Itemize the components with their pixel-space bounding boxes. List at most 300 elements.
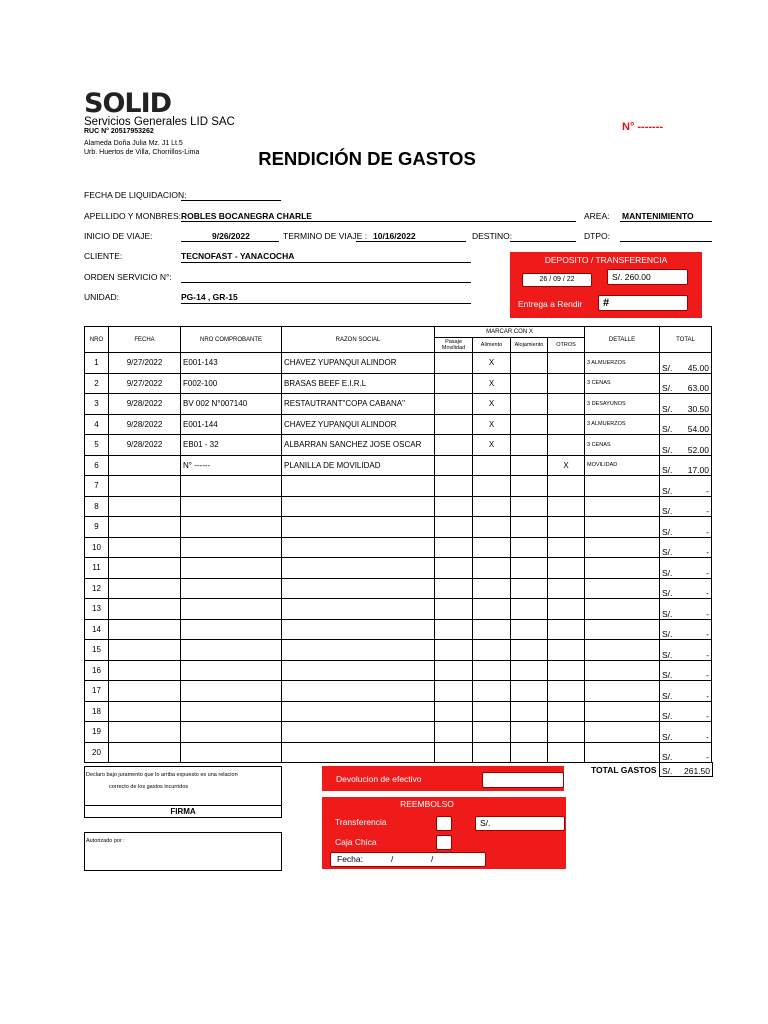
row-total[interactable] [660, 599, 712, 620]
row-alojamiento[interactable] [511, 414, 548, 435]
area-field[interactable] [620, 221, 712, 222]
row-razon-social[interactable] [282, 496, 435, 517]
row-comprobante[interactable] [181, 619, 282, 640]
row-currency: S/. [662, 608, 673, 619]
row-currency: S/. [662, 588, 673, 598]
row-total[interactable] [660, 742, 712, 763]
row-fecha[interactable] [109, 476, 181, 497]
row-total[interactable] [660, 435, 712, 456]
row-razon-social[interactable]: BRASAS BEEF E.I.R.L [282, 373, 435, 394]
deposit-title: DEPOSITO / TRANSFERENCIA [544, 255, 668, 265]
row-fecha[interactable]: 9/28/2022 [109, 414, 181, 435]
inicio-label: INICIO DE VIAJE: [84, 231, 153, 241]
row-alojamiento[interactable] [511, 722, 548, 743]
row-nro[interactable]: 17 [85, 681, 109, 702]
row-pasaje[interactable] [435, 742, 473, 763]
row-alojamiento[interactable] [511, 455, 548, 476]
row-otros[interactable] [548, 496, 585, 517]
row-detalle[interactable] [585, 681, 660, 702]
row-alojamiento[interactable] [511, 517, 548, 538]
transferencia-amount-field[interactable]: S/. [475, 816, 565, 831]
row-total-value: 54.00 [687, 424, 709, 434]
row-currency: S/. [662, 383, 673, 393]
row-razon-social[interactable] [282, 742, 435, 763]
row-total[interactable] [660, 414, 712, 435]
row-total-value: 17.00 [687, 465, 709, 475]
row-total[interactable] [660, 660, 712, 681]
row-fecha[interactable] [109, 558, 181, 579]
row-fecha[interactable] [109, 722, 181, 743]
row-total[interactable] [660, 558, 712, 579]
row-alimento[interactable] [473, 496, 511, 517]
destino-label: DESTINO: [472, 231, 513, 241]
row-alojamiento[interactable] [511, 681, 548, 702]
row-comprobante[interactable] [181, 599, 282, 620]
table-row [85, 722, 712, 743]
row-total[interactable] [660, 496, 712, 517]
row-alimento[interactable] [473, 558, 511, 579]
row-nro[interactable]: 1 [85, 353, 109, 374]
row-razon-social[interactable] [282, 517, 435, 538]
row-detalle[interactable]: 3 DESAYUNOS [585, 394, 660, 415]
row-nro[interactable]: 15 [85, 640, 109, 661]
apellido-label: APELLIDO Y MONBRES: [84, 211, 181, 221]
row-fecha[interactable]: 9/27/2022 [109, 353, 181, 374]
row-otros[interactable] [548, 742, 585, 763]
row-alimento[interactable] [473, 455, 511, 476]
row-otros[interactable] [548, 660, 585, 681]
header-marcar: MARCAR CON X [435, 327, 585, 338]
row-comprobante[interactable]: N° ------ [181, 455, 282, 476]
row-razon-social[interactable] [282, 681, 435, 702]
row-total-value: - [706, 485, 709, 496]
row-nro[interactable]: 16 [85, 660, 109, 681]
row-total[interactable] [660, 373, 712, 394]
document-number: N° ------- [622, 121, 664, 133]
row-alimento[interactable] [473, 640, 511, 661]
header-otros: OTROS [548, 338, 585, 353]
row-otros[interactable] [548, 373, 585, 394]
row-nro[interactable]: 10 [85, 537, 109, 558]
table-row [85, 619, 712, 640]
row-comprobante[interactable] [181, 537, 282, 558]
fecha-field[interactable] [330, 852, 486, 867]
row-razon-social[interactable]: CHAVEZ YUPANQUI ALINDOR [282, 414, 435, 435]
declaration-box [84, 766, 282, 818]
row-alimento[interactable] [473, 722, 511, 743]
row-pasaje[interactable] [435, 558, 473, 579]
row-nro[interactable]: 19 [85, 722, 109, 743]
row-total-value: - [706, 567, 709, 578]
row-total-value: - [706, 588, 709, 598]
row-razon-social[interactable] [282, 640, 435, 661]
row-nro[interactable]: 2 [85, 373, 109, 394]
row-fecha[interactable]: 9/27/2022 [109, 373, 181, 394]
row-comprobante[interactable]: EB01 - 32 [181, 435, 282, 456]
row-otros[interactable] [548, 414, 585, 435]
row-pasaje[interactable] [435, 681, 473, 702]
row-alimento[interactable] [473, 681, 511, 702]
row-detalle[interactable] [585, 599, 660, 620]
company-logo: SOLID [84, 88, 172, 119]
row-comprobante[interactable] [181, 496, 282, 517]
row-detalle[interactable] [585, 701, 660, 722]
row-alimento[interactable] [473, 537, 511, 558]
row-pasaje[interactable] [435, 394, 473, 415]
total-gastos-cell [659, 762, 713, 777]
devolucion-field[interactable] [482, 772, 564, 788]
row-pasaje[interactable] [435, 517, 473, 538]
row-nro[interactable]: 5 [85, 435, 109, 456]
row-fecha[interactable] [109, 640, 181, 661]
row-fecha[interactable] [109, 619, 181, 640]
caja-chica-label: Caja Chica [335, 837, 377, 847]
row-fecha[interactable] [109, 701, 181, 722]
row-comprobante[interactable]: E001-144 [181, 414, 282, 435]
row-detalle[interactable]: 3 CENAS [585, 373, 660, 394]
row-alimento[interactable] [473, 578, 511, 599]
row-pasaje[interactable] [435, 722, 473, 743]
row-comprobante[interactable] [181, 722, 282, 743]
row-alojamiento[interactable] [511, 394, 548, 415]
row-alojamiento[interactable] [511, 558, 548, 579]
row-fecha[interactable]: 9/28/2022 [109, 435, 181, 456]
row-nro[interactable]: 12 [85, 578, 109, 599]
row-razon-social[interactable] [282, 558, 435, 579]
row-pasaje[interactable] [435, 496, 473, 517]
fecha-liquidacion-field[interactable] [181, 200, 281, 201]
row-nro[interactable]: 7 [85, 476, 109, 497]
row-detalle[interactable] [585, 640, 660, 661]
row-currency: S/. [662, 731, 673, 742]
row-pasaje[interactable] [435, 414, 473, 435]
row-otros[interactable] [548, 599, 585, 620]
row-nro[interactable]: 13 [85, 599, 109, 620]
row-comprobante[interactable] [181, 558, 282, 579]
row-otros[interactable] [548, 722, 585, 743]
row-alojamiento[interactable] [511, 353, 548, 374]
termino-label: TERMINO DE VIAJE : [283, 231, 368, 241]
row-comprobante[interactable]: E001-143 [181, 353, 282, 374]
header-razon: RAZON SOCIAL [282, 327, 435, 353]
reembolso-title: REEMBOLSO [400, 799, 454, 809]
autorizado-label: Autorizado por : [86, 838, 125, 844]
row-razon-social[interactable]: ALBARRAN SANCHEZ JOSE OSCAR [282, 435, 435, 456]
row-detalle[interactable] [585, 578, 660, 599]
row-pasaje[interactable] [435, 701, 473, 722]
row-otros[interactable] [548, 681, 585, 702]
dtpo-field[interactable] [620, 241, 712, 242]
termino-value: 10/16/2022 [373, 231, 416, 241]
row-total[interactable] [660, 701, 712, 722]
table-row [85, 558, 712, 579]
row-nro[interactable]: 14 [85, 619, 109, 640]
fecha-liquidacion-label: FECHA DE LIQUIDACION: [84, 190, 187, 200]
row-total-value: - [706, 752, 709, 762]
table-row [85, 414, 712, 435]
row-total-value: - [706, 649, 709, 660]
termino-field[interactable] [356, 241, 466, 242]
entrega-label: Entrega a Rendir [518, 299, 583, 309]
row-alojamiento[interactable] [511, 496, 548, 517]
row-alojamiento[interactable] [511, 435, 548, 456]
row-alojamiento[interactable] [511, 599, 548, 620]
row-razon-social[interactable]: CHAVEZ YUPANQUI ALINDOR [282, 353, 435, 374]
row-fecha[interactable]: 9/28/2022 [109, 394, 181, 415]
header-total: TOTAL [660, 327, 712, 353]
row-otros[interactable] [548, 619, 585, 640]
row-total[interactable] [660, 353, 712, 374]
table-row [85, 455, 712, 476]
entrega-field[interactable]: # [598, 295, 688, 311]
row-razon-social[interactable] [282, 599, 435, 620]
apellido-value: ROBLES BOCANEGRA CHARLE [181, 211, 312, 221]
row-detalle[interactable] [585, 742, 660, 763]
cliente-field[interactable] [181, 262, 471, 263]
row-currency: S/. [662, 690, 673, 701]
header-alimento: Alimento [473, 338, 511, 353]
row-total-value: - [706, 506, 709, 516]
row-detalle[interactable] [585, 660, 660, 681]
transferencia-checkbox[interactable] [436, 816, 452, 831]
row-razon-social[interactable]: RESTAUTRANT"COPA CABANA" [282, 394, 435, 415]
row-razon-social[interactable]: PLANILLA DE MOVILIDAD [282, 455, 435, 476]
unidad-label: UNIDAD: [84, 292, 119, 302]
row-total-value: - [706, 547, 709, 557]
row-comprobante[interactable] [181, 701, 282, 722]
row-detalle[interactable] [585, 517, 660, 538]
area-label: AREA: [584, 211, 610, 221]
row-alimento[interactable] [473, 742, 511, 763]
row-alimento[interactable] [473, 701, 511, 722]
orden-label: ORDEN SERVICIO N°: [84, 272, 172, 282]
row-alimento[interactable] [473, 660, 511, 681]
row-detalle[interactable] [585, 476, 660, 497]
autorizado-box[interactable] [84, 832, 282, 871]
row-otros[interactable] [548, 640, 585, 661]
row-detalle[interactable] [585, 496, 660, 517]
row-razon-social[interactable] [282, 578, 435, 599]
row-total[interactable] [660, 640, 712, 661]
row-detalle[interactable] [585, 619, 660, 640]
row-otros[interactable] [548, 558, 585, 579]
fecha-label: Fecha: [337, 854, 363, 864]
row-pasaje[interactable] [435, 435, 473, 456]
row-detalle[interactable] [585, 558, 660, 579]
row-total[interactable] [660, 517, 712, 538]
row-fecha[interactable] [109, 681, 181, 702]
row-otros[interactable] [548, 537, 585, 558]
row-comprobante[interactable] [181, 476, 282, 497]
row-total[interactable] [660, 619, 712, 640]
dtpo-label: DTPO: [584, 231, 610, 241]
row-alimento[interactable] [473, 619, 511, 640]
row-total[interactable] [660, 476, 712, 497]
deposit-date-field[interactable]: 26 / 09 / 22 [522, 273, 592, 287]
address-line-2: Urb. Huertos de Villa, Chorrillos-Lima [84, 149, 200, 156]
row-alojamiento[interactable] [511, 476, 548, 497]
row-razon-social[interactable] [282, 476, 435, 497]
deposit-amount-field[interactable]: S/. 260.00 [607, 269, 688, 285]
row-pasaje[interactable] [435, 660, 473, 681]
row-alimento[interactable] [473, 599, 511, 620]
row-detalle[interactable] [585, 537, 660, 558]
row-total-value: - [706, 711, 709, 721]
row-fecha[interactable] [109, 455, 181, 476]
row-pasaje[interactable] [435, 599, 473, 620]
row-nro[interactable]: 20 [85, 742, 109, 763]
row-currency: S/. [662, 485, 673, 496]
row-otros[interactable]: X [548, 455, 585, 476]
devolucion-label: Devolucion de efectivo [336, 774, 422, 784]
table-row [85, 353, 712, 374]
header-fecha: FECHA [109, 327, 181, 353]
address-line-1: Alameda Doña Julia Mz. J1 Lt.5 [84, 140, 183, 147]
row-razon-social[interactable] [282, 619, 435, 640]
row-fecha[interactable] [109, 742, 181, 763]
row-nro[interactable]: 4 [85, 414, 109, 435]
cliente-value: TECNOFAST - YANACOCHA [181, 251, 295, 261]
declaration-text-1: Declaro bajo juramento que lo arriba expuesto es una relacion [86, 772, 238, 778]
company-name: Servicios Generales LID SAC [84, 116, 235, 128]
row-total-value: - [706, 629, 709, 639]
row-alimento[interactable]: X [473, 414, 511, 435]
caja-chica-checkbox[interactable] [436, 835, 452, 850]
apellido-field[interactable] [181, 221, 576, 222]
row-otros[interactable] [548, 476, 585, 497]
row-nro[interactable]: 6 [85, 455, 109, 476]
inicio-field[interactable] [181, 241, 279, 242]
row-fecha[interactable] [109, 599, 181, 620]
row-alojamiento[interactable] [511, 373, 548, 394]
row-comprobante[interactable] [181, 660, 282, 681]
row-alojamiento[interactable] [511, 640, 548, 661]
row-otros[interactable] [548, 517, 585, 538]
row-currency: S/. [662, 567, 673, 578]
header-pasaje: Pasaje Movilidad [435, 338, 473, 353]
row-razon-social[interactable] [282, 537, 435, 558]
table-row [85, 496, 712, 517]
row-detalle[interactable]: 3 ALMUERZOS [585, 353, 660, 374]
row-total[interactable] [660, 578, 712, 599]
row-otros[interactable] [548, 435, 585, 456]
declaration-text-2: correcto de los gastos incurridos [109, 784, 189, 790]
row-currency: S/. [662, 506, 673, 516]
row-fecha[interactable] [109, 660, 181, 681]
row-fecha[interactable] [109, 537, 181, 558]
header-alojamiento: Alojamiento [511, 338, 548, 353]
row-detalle[interactable]: MOVILIDAD [585, 455, 660, 476]
transferencia-label: Transferencia [335, 817, 387, 827]
row-comprobante[interactable] [181, 578, 282, 599]
row-comprobante[interactable] [181, 517, 282, 538]
row-total[interactable] [660, 455, 712, 476]
row-total[interactable] [660, 394, 712, 415]
row-otros[interactable] [548, 394, 585, 415]
row-pasaje[interactable] [435, 537, 473, 558]
row-pasaje[interactable] [435, 373, 473, 394]
row-alimento[interactable] [473, 476, 511, 497]
row-fecha[interactable] [109, 578, 181, 599]
row-alojamiento[interactable] [511, 619, 548, 640]
row-detalle[interactable]: 3 ALMUERZOS [585, 414, 660, 435]
row-otros[interactable] [548, 353, 585, 374]
row-total[interactable] [660, 681, 712, 702]
row-comprobante[interactable]: BV 002 N°007140 [181, 394, 282, 415]
row-alojamiento[interactable] [511, 701, 548, 722]
row-pasaje[interactable] [435, 640, 473, 661]
row-razon-social[interactable] [282, 701, 435, 722]
devolucion-panel [322, 766, 564, 791]
total-gastos-value: 261.50 [684, 766, 710, 776]
row-total-value: 45.00 [687, 362, 709, 373]
row-currency: S/. [662, 444, 673, 455]
cliente-label: CLIENTE: [84, 251, 123, 261]
row-pasaje[interactable] [435, 455, 473, 476]
row-total[interactable] [660, 722, 712, 743]
orden-field[interactable] [181, 282, 471, 283]
row-otros[interactable] [548, 578, 585, 599]
row-pasaje[interactable] [435, 619, 473, 640]
row-comprobante[interactable]: F002-100 [181, 373, 282, 394]
row-detalle[interactable]: 3 CENAS [585, 435, 660, 456]
row-comprobante[interactable] [181, 640, 282, 661]
deposit-panel [510, 252, 702, 318]
row-pasaje[interactable] [435, 476, 473, 497]
total-currency: S/. [662, 766, 673, 776]
row-comprobante[interactable] [181, 681, 282, 702]
row-total-value: - [706, 526, 709, 537]
row-alimento[interactable]: X [473, 353, 511, 374]
row-otros[interactable] [548, 701, 585, 722]
row-alojamiento[interactable] [511, 537, 548, 558]
firma-label: FIRMA [85, 805, 281, 816]
table-row [85, 517, 712, 538]
row-alojamiento[interactable] [511, 660, 548, 681]
row-nro[interactable]: 11 [85, 558, 109, 579]
row-pasaje[interactable] [435, 578, 473, 599]
unidad-field[interactable] [181, 303, 471, 304]
header-detalle: DETALLE [585, 327, 660, 353]
row-nro[interactable]: 3 [85, 394, 109, 415]
row-total[interactable] [660, 537, 712, 558]
row-pasaje[interactable] [435, 353, 473, 374]
row-comprobante[interactable] [181, 742, 282, 763]
destino-field[interactable] [510, 241, 576, 242]
row-fecha[interactable] [109, 517, 181, 538]
row-nro[interactable]: 18 [85, 701, 109, 722]
row-currency: S/. [662, 711, 673, 721]
row-fecha[interactable] [109, 496, 181, 517]
row-currency: S/. [662, 649, 673, 660]
header-nro: NRO [85, 327, 109, 353]
row-currency: S/. [662, 526, 673, 537]
row-alojamiento[interactable] [511, 578, 548, 599]
row-alojamiento[interactable] [511, 742, 548, 763]
row-alimento[interactable]: X [473, 373, 511, 394]
row-alimento[interactable] [473, 517, 511, 538]
table-row [85, 476, 712, 497]
row-nro[interactable]: 9 [85, 517, 109, 538]
row-detalle[interactable] [585, 722, 660, 743]
row-nro[interactable]: 8 [85, 496, 109, 517]
company-ruc: RUC N° 20517953262 [84, 128, 154, 135]
row-alimento[interactable]: X [473, 435, 511, 456]
table-row [85, 394, 712, 415]
row-razon-social[interactable] [282, 722, 435, 743]
row-razon-social[interactable] [282, 660, 435, 681]
row-alimento[interactable]: X [473, 394, 511, 415]
